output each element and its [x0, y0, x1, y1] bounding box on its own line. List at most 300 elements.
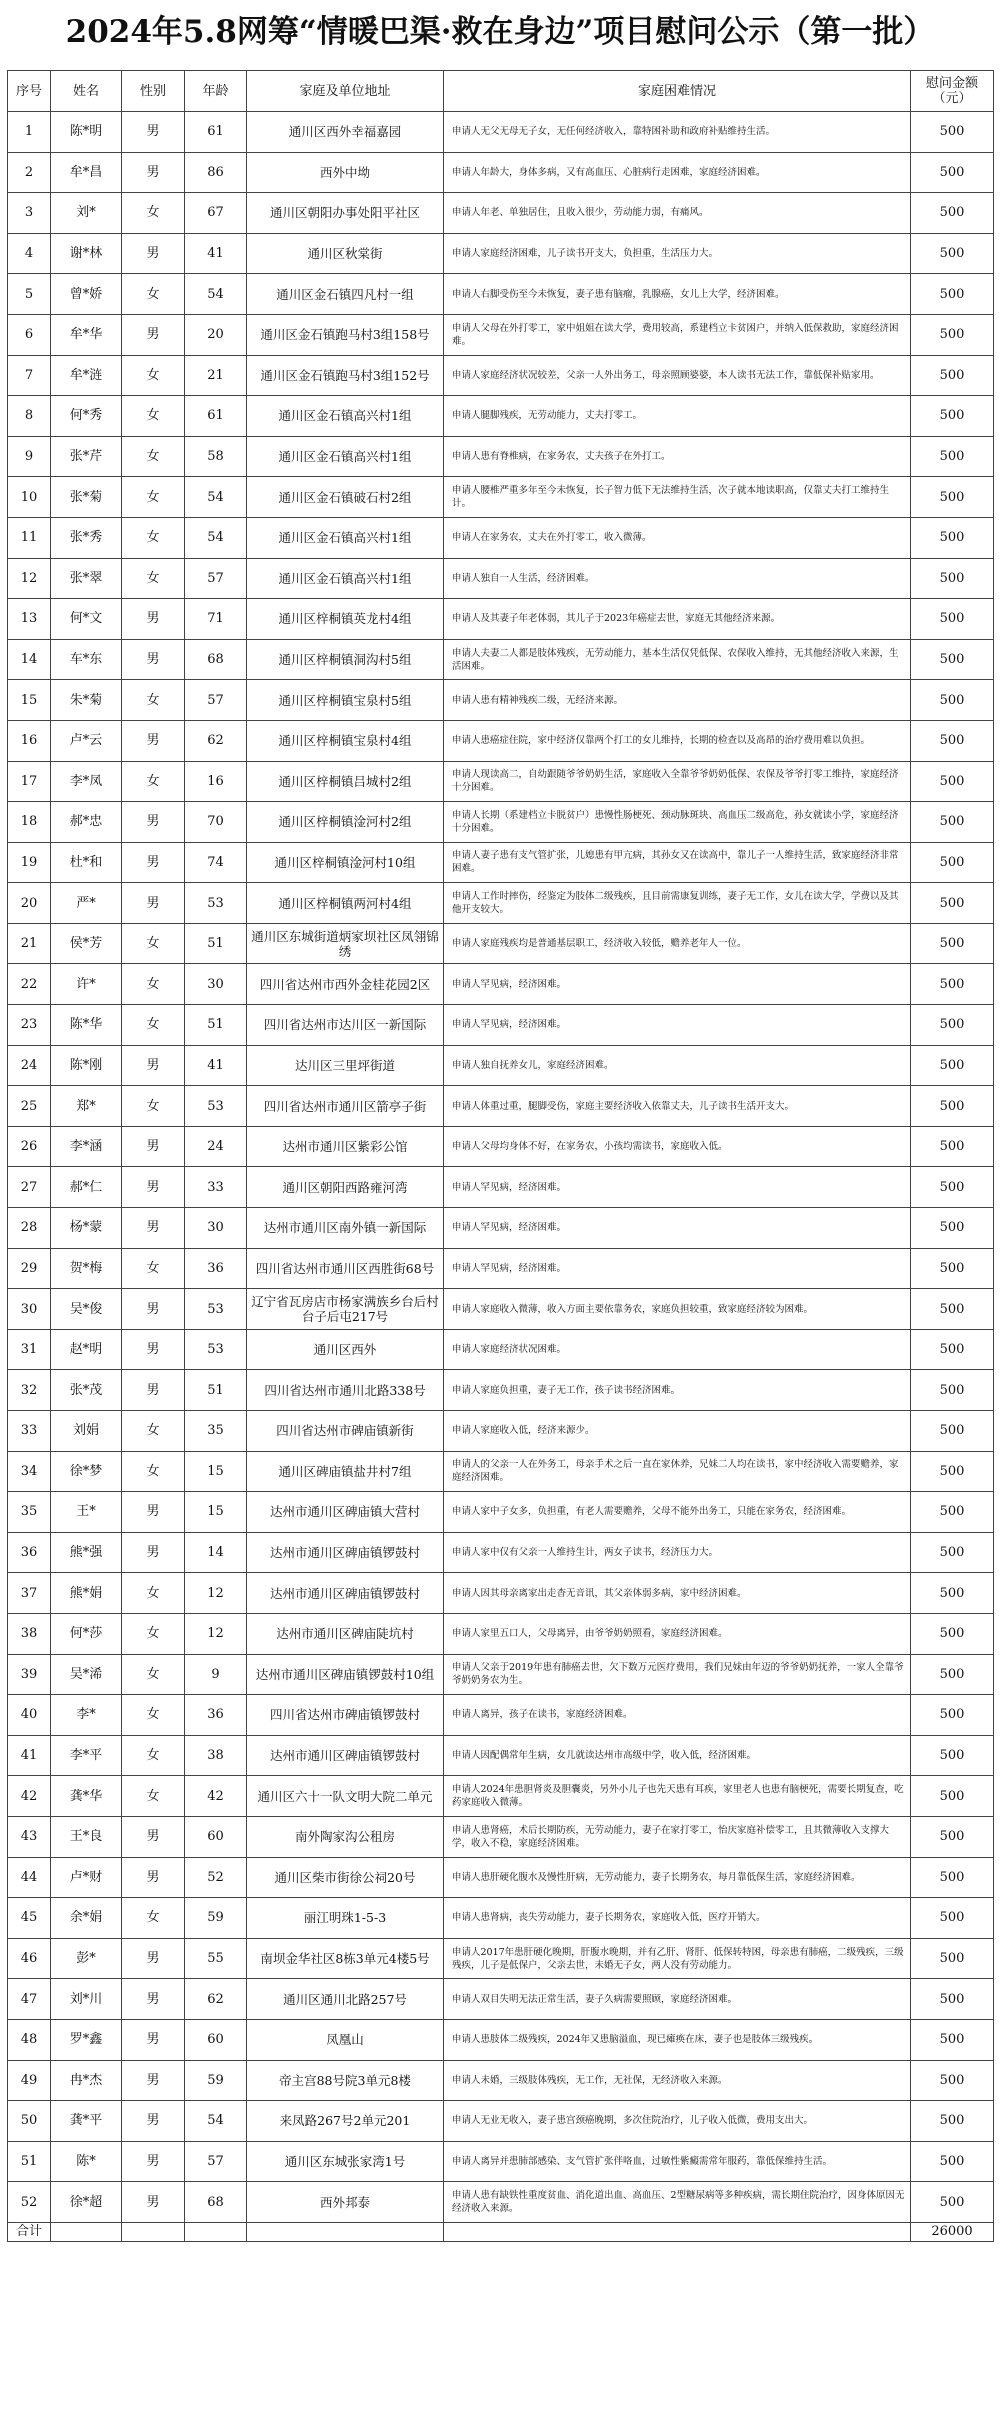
- row-gender: 女: [122, 517, 185, 558]
- row-name: 陈*: [51, 2141, 122, 2182]
- row-age: 15: [185, 1451, 247, 1492]
- row-age: 12: [185, 1613, 247, 1654]
- row-gender: 男: [122, 1045, 185, 1086]
- row-address: 通川区碑庙镇盐井村7组: [247, 1451, 444, 1492]
- row-age: 61: [185, 112, 247, 153]
- table-row: [8, 1329, 994, 1370]
- table-row: [8, 2060, 994, 2101]
- row-no: 21: [8, 923, 51, 964]
- row-name: 杨*蒙: [51, 1208, 122, 1249]
- row-no: 33: [8, 1411, 51, 1452]
- row-gender: 男: [122, 152, 185, 193]
- row-amount: 500: [911, 1411, 994, 1452]
- row-address: 四川省达州市碑庙镇新街: [247, 1411, 444, 1452]
- row-no: 4: [8, 233, 51, 274]
- row-address: 通川区金石镇高兴村1组: [247, 396, 444, 437]
- row-address: 达州市通川区碑庙镇大营村: [247, 1492, 444, 1533]
- row-name: 龚*华: [51, 1776, 122, 1817]
- total-amount: 26000: [911, 2222, 994, 2241]
- row-amount: 500: [911, 2182, 994, 2223]
- table-row: [8, 761, 994, 802]
- row-address: 西外中坳: [247, 152, 444, 193]
- row-no: 16: [8, 720, 51, 761]
- row-amount: 500: [911, 599, 994, 640]
- row-name: 卢*云: [51, 720, 122, 761]
- table-row: [8, 152, 994, 193]
- row-name: 张*翠: [51, 558, 122, 599]
- row-no: 6: [8, 314, 51, 355]
- table-row: [8, 517, 994, 558]
- table-row: [8, 2182, 994, 2223]
- row-no: 24: [8, 1045, 51, 1086]
- table-row: [8, 1695, 994, 1736]
- row-amount: 500: [911, 2101, 994, 2142]
- row-address: 通川区梓桐镇宝泉村5组: [247, 680, 444, 721]
- row-address: 达州市通川区紫彩公馆: [247, 1126, 444, 1167]
- row-address: 通川区金石镇高兴村1组: [247, 436, 444, 477]
- row-address: 达川区三里坪街道: [247, 1045, 444, 1086]
- row-amount: 500: [911, 1654, 994, 1695]
- row-no: 30: [8, 1289, 51, 1330]
- row-age: 20: [185, 314, 247, 355]
- row-situation: 申请人离异，孩子在读书，家庭经济困难。: [444, 1695, 911, 1736]
- row-address: 通川区金石镇四凡村一组: [247, 274, 444, 315]
- row-situation: 申请人家中仅有父亲一人维持生计，两女子读书，经济压力大。: [444, 1532, 911, 1573]
- table-row: [8, 1005, 994, 1046]
- row-age: 57: [185, 2141, 247, 2182]
- table-row: [8, 1613, 994, 1654]
- row-age: 60: [185, 1816, 247, 1857]
- row-gender: 男: [122, 1938, 185, 1979]
- row-name: 张*芹: [51, 436, 122, 477]
- row-amount: 500: [911, 842, 994, 883]
- row-gender: 男: [122, 1208, 185, 1249]
- row-no: 31: [8, 1329, 51, 1370]
- row-situation: 申请人2017年患肝硬化晚期，肝腹水晚期，并有乙肝、肾肝、低保转特困，母亲患有肺癌，二级残疾，三级残疾，儿子是低保户，父亲去世，未婚无子女，两人没有劳动能力。: [444, 1938, 911, 1979]
- row-gender: 男: [122, 112, 185, 153]
- header-amount: 慰问金额（元）: [911, 71, 994, 112]
- row-age: 51: [185, 923, 247, 964]
- row-amount: 500: [911, 1816, 994, 1857]
- row-situation: 申请人罕见病，经济困难。: [444, 1167, 911, 1208]
- row-name: 龚*平: [51, 2101, 122, 2142]
- row-no: 47: [8, 1979, 51, 2020]
- row-age: 53: [185, 1086, 247, 1127]
- row-name: 张*秀: [51, 517, 122, 558]
- row-gender: 男: [122, 1126, 185, 1167]
- row-address: 通川区梓桐镇淦河村10组: [247, 842, 444, 883]
- row-name: 牟*涟: [51, 355, 122, 396]
- row-no: 13: [8, 599, 51, 640]
- row-gender: 男: [122, 639, 185, 680]
- row-situation: 申请人独自抚养女儿，家庭经济困难。: [444, 1045, 911, 1086]
- table-row: [8, 2019, 994, 2060]
- total-label: 合计: [8, 2222, 51, 2241]
- row-gender: 女: [122, 1005, 185, 1046]
- row-age: 58: [185, 436, 247, 477]
- row-situation: 申请人罕见病，经济困难。: [444, 1005, 911, 1046]
- row-no: 29: [8, 1248, 51, 1289]
- row-name: 吴*俊: [51, 1289, 122, 1330]
- row-age: 51: [185, 1005, 247, 1046]
- row-name: 严*: [51, 883, 122, 924]
- row-name: 李*: [51, 1695, 122, 1736]
- row-address: 达州市通川区碑庙陡坑村: [247, 1613, 444, 1654]
- row-address: 通川区东城张家湾1号: [247, 2141, 444, 2182]
- row-name: 贺*梅: [51, 1248, 122, 1289]
- row-name: 张*茂: [51, 1370, 122, 1411]
- row-address: 通川区朝阳办事处阳平社区: [247, 193, 444, 234]
- row-address: 帝主宫88号院3单元8楼: [247, 2060, 444, 2101]
- row-gender: 女: [122, 1898, 185, 1939]
- row-amount: 500: [911, 1857, 994, 1898]
- table-row: [8, 1979, 994, 2020]
- row-age: 9: [185, 1654, 247, 1695]
- row-address: 四川省达州市碑庙镇锣鼓村: [247, 1695, 444, 1736]
- row-address: 通川区金石镇高兴村1组: [247, 517, 444, 558]
- row-address: 四川省达州市通川北路338号: [247, 1370, 444, 1411]
- row-amount: 500: [911, 1532, 994, 1573]
- row-no: 18: [8, 802, 51, 843]
- row-amount: 500: [911, 1776, 994, 1817]
- row-gender: 女: [122, 1613, 185, 1654]
- row-gender: 女: [122, 1735, 185, 1776]
- row-age: 41: [185, 1045, 247, 1086]
- row-amount: 500: [911, 964, 994, 1005]
- row-amount: 500: [911, 802, 994, 843]
- table-row: [8, 842, 994, 883]
- row-address: 来凤路267号2单元201: [247, 2101, 444, 2142]
- row-age: 52: [185, 1857, 247, 1898]
- row-no: 36: [8, 1532, 51, 1573]
- row-age: 12: [185, 1573, 247, 1614]
- row-no: 19: [8, 842, 51, 883]
- row-gender: 男: [122, 842, 185, 883]
- row-situation: 申请人患肾癌，术后长期防疾，无劳动能力，妻子在家打零工，怡庆家庭补偿零工，且其微薄收入支撑大学，收入不稳，家庭经济困难。: [444, 1816, 911, 1857]
- header-situation: 家庭困难情况: [444, 71, 911, 112]
- row-age: 68: [185, 2182, 247, 2223]
- row-amount: 500: [911, 1126, 994, 1167]
- page-title: 2024年5.8网筹“情暖巴渠·救在身边”项目慰问公示（第一批）: [65, 14, 935, 50]
- row-age: 62: [185, 1979, 247, 2020]
- row-name: 徐*超: [51, 2182, 122, 2223]
- row-age: 54: [185, 477, 247, 518]
- row-age: 54: [185, 274, 247, 315]
- table-row: [8, 1532, 994, 1573]
- row-name: 许*: [51, 964, 122, 1005]
- row-situation: 申请人父亲于2019年患有肺癌去世，欠下数万元医疗费用，我们兄妹由年迈的爷爷奶奶抚养，一家人全靠爷爷奶奶务农为生。: [444, 1654, 911, 1695]
- row-amount: 500: [911, 761, 994, 802]
- row-name: 侯*芳: [51, 923, 122, 964]
- row-gender: 男: [122, 1857, 185, 1898]
- row-gender: 男: [122, 2060, 185, 2101]
- row-situation: 申请人罕见病，经济困难。: [444, 1248, 911, 1289]
- row-name: 张*菊: [51, 477, 122, 518]
- row-age: 54: [185, 517, 247, 558]
- row-no: 8: [8, 396, 51, 437]
- row-gender: 男: [122, 1492, 185, 1533]
- row-amount: 500: [911, 1938, 994, 1979]
- row-address: 通川区西外: [247, 1329, 444, 1370]
- row-amount: 500: [911, 639, 994, 680]
- row-no: 10: [8, 477, 51, 518]
- row-age: 62: [185, 720, 247, 761]
- table-row: [8, 802, 994, 843]
- row-name: 李*平: [51, 1735, 122, 1776]
- row-gender: 女: [122, 1451, 185, 1492]
- row-name: 王*良: [51, 1816, 122, 1857]
- row-amount: 500: [911, 1005, 994, 1046]
- row-no: 22: [8, 964, 51, 1005]
- row-amount: 500: [911, 923, 994, 964]
- row-age: 15: [185, 1492, 247, 1533]
- row-amount: 500: [911, 720, 994, 761]
- table-row: [8, 1573, 994, 1614]
- table-row: [8, 1370, 994, 1411]
- row-age: 42: [185, 1776, 247, 1817]
- row-amount: 500: [911, 314, 994, 355]
- row-name: 何*文: [51, 599, 122, 640]
- row-address: 南坝金华社区8栋3单元4楼5号: [247, 1938, 444, 1979]
- row-address: 西外邦泰: [247, 2182, 444, 2223]
- row-situation: 申请人2024年患胆肾炎及胆囊炎，另外小儿子也先天患有耳疾，家里老人也患有脑梗死，需要长期复查，吃药家庭收入微薄。: [444, 1776, 911, 1817]
- row-name: 陈*明: [51, 112, 122, 153]
- row-name: 彭*: [51, 1938, 122, 1979]
- row-no: 25: [8, 1086, 51, 1127]
- row-name: 郑*: [51, 1086, 122, 1127]
- row-no: 12: [8, 558, 51, 599]
- row-age: 71: [185, 599, 247, 640]
- table-row: [8, 477, 994, 518]
- row-age: 68: [185, 639, 247, 680]
- row-situation: 申请人患肢体二级残疾，2024年又患脑溢血，现已瘫痪在床，妻子也是肢体三级残疾。: [444, 2019, 911, 2060]
- table-row: [8, 314, 994, 355]
- table-row: [8, 1492, 994, 1533]
- row-amount: 500: [911, 1289, 994, 1330]
- row-name: 车*东: [51, 639, 122, 680]
- row-amount: 500: [911, 1370, 994, 1411]
- row-age: 60: [185, 2019, 247, 2060]
- row-no: 3: [8, 193, 51, 234]
- row-age: 41: [185, 233, 247, 274]
- table-row: [8, 1208, 994, 1249]
- row-amount: 500: [911, 1451, 994, 1492]
- row-no: 37: [8, 1573, 51, 1614]
- table-row: [8, 1857, 994, 1898]
- row-name: 罗*鑫: [51, 2019, 122, 2060]
- row-amount: 500: [911, 1573, 994, 1614]
- row-name: 冉*杰: [51, 2060, 122, 2101]
- row-gender: 女: [122, 964, 185, 1005]
- table-row: [8, 193, 994, 234]
- row-name: 李*涵: [51, 1126, 122, 1167]
- row-no: 2: [8, 152, 51, 193]
- row-no: 27: [8, 1167, 51, 1208]
- row-name: 牟*华: [51, 314, 122, 355]
- row-address: 达州市通川区碑庙镇锣鼓村: [247, 1735, 444, 1776]
- row-no: 42: [8, 1776, 51, 1817]
- row-name: 李*凤: [51, 761, 122, 802]
- row-name: 郝*忠: [51, 802, 122, 843]
- row-no: 51: [8, 2141, 51, 2182]
- row-age: 86: [185, 152, 247, 193]
- row-gender: 男: [122, 599, 185, 640]
- row-situation: 申请人患癌症住院，家中经济仅靠两个打工的女儿维持，长期的检查以及高昂的治疗费用难以负担。: [444, 720, 911, 761]
- row-situation: 申请人未婚，三级肢体残疾，无工作，无社保，无经济收入来源。: [444, 2060, 911, 2101]
- table-row: [8, 1816, 994, 1857]
- table-row: [8, 1735, 994, 1776]
- row-amount: 500: [911, 883, 994, 924]
- table-row: [8, 923, 994, 964]
- row-age: 70: [185, 802, 247, 843]
- row-amount: 500: [911, 2060, 994, 2101]
- row-age: 53: [185, 1289, 247, 1330]
- row-age: 36: [185, 1695, 247, 1736]
- header-name: 姓名: [51, 71, 122, 112]
- row-address: 通川区朝阳西路雍河湾: [247, 1167, 444, 1208]
- row-no: 49: [8, 2060, 51, 2101]
- row-name: 熊*强: [51, 1532, 122, 1573]
- row-address: 达州市通川区碑庙镇锣鼓村10组: [247, 1654, 444, 1695]
- row-situation: 申请人父母均身体不好，在家务农，小孩均需读书，家庭收入低。: [444, 1126, 911, 1167]
- row-situation: 申请人夫妻二人都是肢体残疾，无劳动能力，基本生活仅凭低保、农保收入维持，无其他经济收入来源，生活困难。: [444, 639, 911, 680]
- row-situation: 申请人患有缺铁性重度贫血、消化道出血、高血压、2型糖尿病等多种疾病，需长期住院治疗，因身体原因无经济收入来源。: [444, 2182, 911, 2223]
- total-row: [8, 2222, 994, 2241]
- row-gender: 女: [122, 1086, 185, 1127]
- row-situation: 申请人患肾病，丧失劳动能力，妻子长期务农，家庭收入低，医疗开销大。: [444, 1898, 911, 1939]
- row-name: 赵*明: [51, 1329, 122, 1370]
- row-no: 5: [8, 274, 51, 315]
- row-no: 50: [8, 2101, 51, 2142]
- row-amount: 500: [911, 1492, 994, 1533]
- row-situation: 申请人体重过重，腿脚受伤，家庭主要经济收入依靠丈夫，儿子读书生活开支大。: [444, 1086, 911, 1127]
- row-situation: 申请人年老、单独居住，且收入很少，劳动能力弱，有痛风。: [444, 193, 911, 234]
- row-amount: 500: [911, 1898, 994, 1939]
- table-header-row: [8, 71, 994, 112]
- row-address: 通川区东城街道炳家坝社区凤翎锦绣: [247, 923, 444, 964]
- row-situation: 申请人腰椎严重多年至今未恢复，长子智力低下无法维持生活，次子就本地读职高，仅靠丈夫打工维持生计。: [444, 477, 911, 518]
- row-name: 陈*刚: [51, 1045, 122, 1086]
- row-situation: 申请人家庭收入低，经济来源少。: [444, 1411, 911, 1452]
- row-age: 57: [185, 558, 247, 599]
- row-amount: 500: [911, 355, 994, 396]
- table-row: [8, 1045, 994, 1086]
- row-amount: 500: [911, 1329, 994, 1370]
- row-situation: 申请人妻子患有支气管扩张，儿媳患有甲亢病，其孙女又在读高中，靠儿子一人维持生活，致家庭经济非常困难。: [444, 842, 911, 883]
- row-situation: 申请人离异并患肺部感染、支气管扩张伴咯血，过敏性紫癜需常年服药，靠低保维持生活。: [444, 2141, 911, 2182]
- row-name: 何*秀: [51, 396, 122, 437]
- row-gender: 男: [122, 1370, 185, 1411]
- row-amount: 500: [911, 1045, 994, 1086]
- row-situation: 申请人长期（系建档立卡脱贫户）患慢性肠梗死、颈动脉斑块、高血压二级高危，孙女就读小学，家庭经济十分困难。: [444, 802, 911, 843]
- row-address: 通川区金石镇破石村2组: [247, 477, 444, 518]
- row-address: 四川省达州市通川区西胜街68号: [247, 1248, 444, 1289]
- row-no: 35: [8, 1492, 51, 1533]
- row-name: 何*莎: [51, 1613, 122, 1654]
- row-no: 9: [8, 436, 51, 477]
- row-situation: 申请人的父亲一人在外务工，母亲手术之后一直在家休养，兄妹二人均在读书，家中经济收入需要赡养，家庭经济困难。: [444, 1451, 911, 1492]
- row-age: 38: [185, 1735, 247, 1776]
- row-address: 南外陶家沟公租房: [247, 1816, 444, 1857]
- table-row: [8, 1898, 994, 1939]
- row-situation: 申请人年龄大，身体多病，又有高血压、心脏病行走困难，家庭经济困难。: [444, 152, 911, 193]
- row-situation: 申请人罕见病，经济困难。: [444, 964, 911, 1005]
- row-name: 郝*仁: [51, 1167, 122, 1208]
- row-situation: 申请人现读高二，自幼跟随爷爷奶奶生活，家庭收入全靠爷爷奶奶低保、农保及爷爷打零工维持，家庭经济十分困难。: [444, 761, 911, 802]
- row-no: 17: [8, 761, 51, 802]
- table-row: [8, 639, 994, 680]
- row-gender: 男: [122, 1532, 185, 1573]
- row-address: 达州市通川区南外镇一新国际: [247, 1208, 444, 1249]
- row-amount: 500: [911, 2141, 994, 2182]
- row-gender: 女: [122, 1411, 185, 1452]
- row-name: 王*: [51, 1492, 122, 1533]
- relief-table: [7, 70, 994, 2242]
- row-situation: 申请人因配偶常年生病，女儿就读达州市高级中学，收入低，经济困难。: [444, 1735, 911, 1776]
- row-gender: 女: [122, 558, 185, 599]
- row-address: 通川区六十一队文明大院二单元: [247, 1776, 444, 1817]
- row-age: 30: [185, 1208, 247, 1249]
- row-situation: 申请人家庭负担重，妻子无工作，孩子读书经济困难。: [444, 1370, 911, 1411]
- row-address: 四川省达州市达川区一新国际: [247, 1005, 444, 1046]
- row-situation: 申请人双目失明无法正常生活，妻子久病需要照顾，家庭经济困难。: [444, 1979, 911, 2020]
- row-situation: 申请人家里五口人，父母离异，由爷爷奶奶照看，家庭经济困难。: [444, 1613, 911, 1654]
- row-age: 53: [185, 883, 247, 924]
- row-amount: 500: [911, 680, 994, 721]
- row-age: 51: [185, 1370, 247, 1411]
- row-situation: 申请人罕见病，经济困难。: [444, 1208, 911, 1249]
- row-amount: 500: [911, 1208, 994, 1249]
- row-address: 通川区梓桐镇吕城村2组: [247, 761, 444, 802]
- row-situation: 申请人腿脚残疾，无劳动能力，丈夫打零工。: [444, 396, 911, 437]
- table-row: [8, 558, 994, 599]
- row-address: 辽宁省瓦房店市杨家满族乡台后村台子后屯217号: [247, 1289, 444, 1330]
- row-address: 丽江明珠1-5-3: [247, 1898, 444, 1939]
- table-row: [8, 396, 994, 437]
- row-no: 32: [8, 1370, 51, 1411]
- row-address: 达州市通川区碑庙镇锣鼓村: [247, 1573, 444, 1614]
- row-no: 52: [8, 2182, 51, 2223]
- row-age: 36: [185, 1248, 247, 1289]
- row-gender: 女: [122, 1248, 185, 1289]
- row-gender: 男: [122, 720, 185, 761]
- row-gender: 男: [122, 1329, 185, 1370]
- row-name: 牟*昌: [51, 152, 122, 193]
- row-age: 30: [185, 964, 247, 1005]
- row-address: 通川区梓桐镇两河村4组: [247, 883, 444, 924]
- row-gender: 男: [122, 1979, 185, 2020]
- table-row: [8, 1411, 994, 1452]
- row-address: 通川区梓桐镇淦河村2组: [247, 802, 444, 843]
- row-situation: 申请人及其妻子年老体弱，其儿子于2023年癌症去世，家庭无其他经济来源。: [444, 599, 911, 640]
- row-gender: 女: [122, 761, 185, 802]
- table-row: [8, 112, 994, 153]
- table-row: [8, 1654, 994, 1695]
- row-amount: 500: [911, 1613, 994, 1654]
- row-situation: 申请人家庭经济困难，儿子读书开支大，负担重，生活压力大。: [444, 233, 911, 274]
- row-age: 24: [185, 1126, 247, 1167]
- row-no: 45: [8, 1898, 51, 1939]
- row-gender: 男: [122, 314, 185, 355]
- row-situation: 申请人在家务农，丈夫在外打零工，收入微薄。: [444, 517, 911, 558]
- row-situation: 申请人右脚受伤至今未恢复，妻子患有脑瘤，乳腺癌，女儿上大学，经济困难。: [444, 274, 911, 315]
- row-no: 41: [8, 1735, 51, 1776]
- table-row: [8, 1248, 994, 1289]
- row-no: 23: [8, 1005, 51, 1046]
- row-name: 陈*华: [51, 1005, 122, 1046]
- table-row: [8, 1776, 994, 1817]
- row-address: 通川区金石镇高兴村1组: [247, 558, 444, 599]
